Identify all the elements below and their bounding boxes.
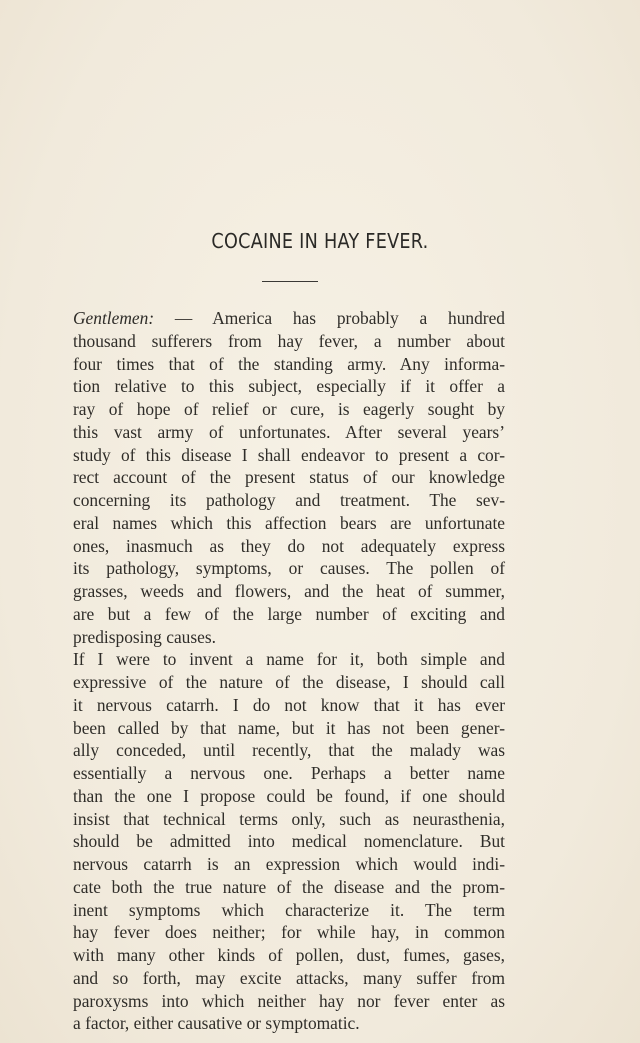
text-line: and so forth, may excite attacks, many suffer from (73, 967, 505, 988)
text-line: been called by that name, but it has not been gener- (73, 717, 505, 738)
text-line: rect account of the present status of our knowledge (73, 467, 505, 488)
text-line: thousand sufferers from hay fever, a number about (73, 330, 505, 351)
text-line: tion relative to this subject, especially if it offer a (73, 376, 505, 397)
text-line: predisposing causes. (73, 626, 216, 647)
paragraph-2 (73, 648, 505, 1035)
text-line: this vast army of unfortunates. After several years’ (73, 421, 505, 442)
text-line: four times that of the standing army. Any informa- (73, 353, 505, 374)
text-line: ones, inasmuch as they do not adequately express (73, 535, 505, 556)
first-line (73, 307, 505, 330)
opening-dash: — (154, 308, 213, 328)
text-line: cate both the true nature of the disease and the prom- (73, 876, 505, 897)
text-line: with many other kinds of pollen, dust, fumes, gases, (73, 945, 505, 965)
text-line: paroxysms into which neither hay nor fever enter as (73, 990, 505, 1011)
text-line: nervous catarrh is an expression which would indi- (73, 854, 505, 874)
text-line: expressive of the nature of the disease, I should call (73, 672, 505, 692)
chapter-title: COCAINE IN HAY FEVER. (211, 229, 429, 253)
body-text (73, 307, 505, 1035)
text-line: If I were to invent a name for it, both simple and (73, 649, 505, 670)
paragraph-1 (73, 330, 505, 649)
text-line: a factor, either causative or symptomatic. (73, 1013, 360, 1034)
text-line: should be admitted into medical nomenclature. But (73, 831, 505, 852)
text-line: ray of hope of relief or cure, is eagerly sought by (73, 399, 505, 419)
title-divider (262, 281, 318, 282)
text-line: study of this disease I shall endeavor to present a cor- (73, 444, 505, 465)
text-line: are but a few of the large number of exciting and (73, 603, 505, 624)
text-line: grasses, weeds and flowers, and the heat of summer, (73, 581, 505, 601)
text-line: essentially a nervous one. Perhaps a better name (73, 763, 505, 783)
salutation: Gentlemen: (73, 308, 155, 328)
line-text: America has probably a hundred (212, 308, 505, 328)
text-line: hay fever does neither; for while hay, in common (73, 922, 505, 943)
text-line: ally conceded, until recently, that the malady was (73, 740, 505, 761)
text-line: inent symptoms which characterize it. The term (73, 899, 505, 920)
text-line: it nervous catarrh. I do not know that it has ever (73, 694, 505, 715)
text-line: eral names which this affection bears are unfortunate (73, 512, 505, 533)
text-line: than the one I propose could be found, if one should (73, 785, 505, 806)
text-line: its pathology, symptoms, or causes. The pollen of (73, 558, 505, 579)
text-line: concerning its pathology and treatment. The sev- (73, 490, 505, 510)
text-line: insist that technical terms only, such as neurasthenia, (73, 808, 505, 829)
